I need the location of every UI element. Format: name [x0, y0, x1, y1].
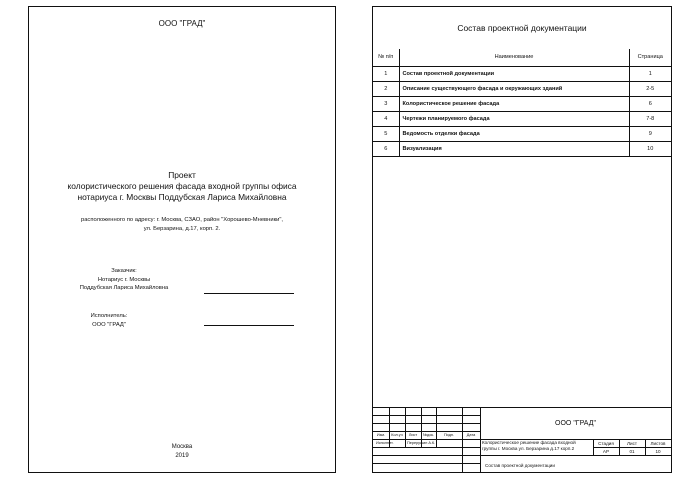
stage-label: Стадия [598, 441, 614, 446]
cover-city-year [29, 443, 335, 460]
sheets-label: Листов [650, 441, 666, 446]
row-page: 2-5 [629, 81, 671, 96]
role-label: Исполнит. [376, 441, 394, 445]
client-line: Поддубская Лариса Михайловна [79, 285, 169, 291]
row-page: 10 [629, 141, 671, 156]
table-row [373, 81, 671, 96]
cover-title [39, 170, 325, 203]
cover-organization: ООО "ГРАД" [158, 19, 206, 28]
project-name-line: группы г. Москва ул. Берзарина д.17 корп.2 [482, 446, 575, 451]
cover-year: 2019 [175, 452, 189, 459]
executor-line: ООО "ГРАД" [92, 321, 126, 328]
spec-heading: Состав проектной документации [457, 23, 587, 33]
column-header-number: № п/п [373, 49, 399, 66]
executor-signature-line [204, 325, 294, 326]
row-number: 6 [373, 141, 399, 156]
column-header-page: Страница [629, 49, 671, 66]
row-name: Визуализация [399, 141, 629, 156]
project-name [482, 440, 594, 452]
table-row [373, 126, 671, 141]
row-page: 7-8 [629, 111, 671, 126]
cover-address-line: ул. Берзарина, д.17, корп. 2. [143, 225, 221, 232]
row-page: 1 [629, 66, 671, 81]
cover-city: Москва [171, 444, 193, 450]
cover-title-line: колористического решения фасада входной группы офиса [67, 181, 297, 191]
header-list: Лист [408, 432, 418, 437]
header-date: Дата [466, 432, 476, 437]
cover-title-line: Проект [168, 170, 196, 180]
sheet-label: Лист [627, 441, 637, 446]
cover-client-block [49, 267, 199, 293]
table-row [373, 141, 671, 156]
row-number: 4 [373, 111, 399, 126]
row-name: Состав проектной документации [399, 66, 629, 81]
row-name: Колористическое решение фасада [399, 96, 629, 111]
spec-table [373, 49, 671, 157]
table-row [373, 66, 671, 81]
person-name: Перерушин А.К. [407, 441, 436, 445]
header-doc-number: №док. [422, 432, 435, 437]
row-number: 3 [373, 96, 399, 111]
specification-sheet [372, 6, 672, 473]
row-number: 5 [373, 126, 399, 141]
cover-sheet [28, 6, 336, 473]
client-signature-line [204, 293, 294, 294]
sheet-value: 01 [629, 449, 635, 454]
table-row [373, 111, 671, 126]
sheets-value: 10 [655, 449, 661, 454]
project-name-line: Колористическое решение фасада входной [482, 440, 576, 445]
row-page: 9 [629, 126, 671, 141]
row-name: Ведомость отделки фасада [399, 126, 629, 141]
spec-table-header [373, 49, 671, 66]
row-page: 6 [629, 96, 671, 111]
cover-address [39, 216, 325, 233]
header-signature: Подп. [443, 432, 455, 437]
row-number: 2 [373, 81, 399, 96]
row-name: Чертежи планируемого фасада [399, 111, 629, 126]
row-number: 1 [373, 66, 399, 81]
header-kol-uch: Кол.уч [391, 432, 403, 437]
title-block-organization: ООО "ГРАД" [555, 420, 596, 427]
document-name: Состав проектной документации [485, 463, 555, 468]
cover-address-line: расположенного по адресу: г. Москва, СЗАО, район "Хорошево-Мневники", [80, 217, 284, 223]
table-row [373, 96, 671, 111]
title-block [373, 407, 671, 472]
client-label: Заказчик: [111, 268, 137, 274]
executor-label: Исполнитель: [90, 313, 128, 319]
row-name: Описание существующего фасада и окружающих зданий [399, 81, 629, 96]
column-header-name: Наименование [399, 49, 629, 66]
header-izm: Изм. [376, 432, 386, 437]
client-line: Нотариус г. Москвы [97, 276, 151, 283]
cover-title-line: нотариуса г. Москвы Поддубская Лариса Михайловна [77, 192, 287, 202]
cover-executor-block [49, 312, 169, 329]
stage-value: АР [602, 449, 610, 454]
